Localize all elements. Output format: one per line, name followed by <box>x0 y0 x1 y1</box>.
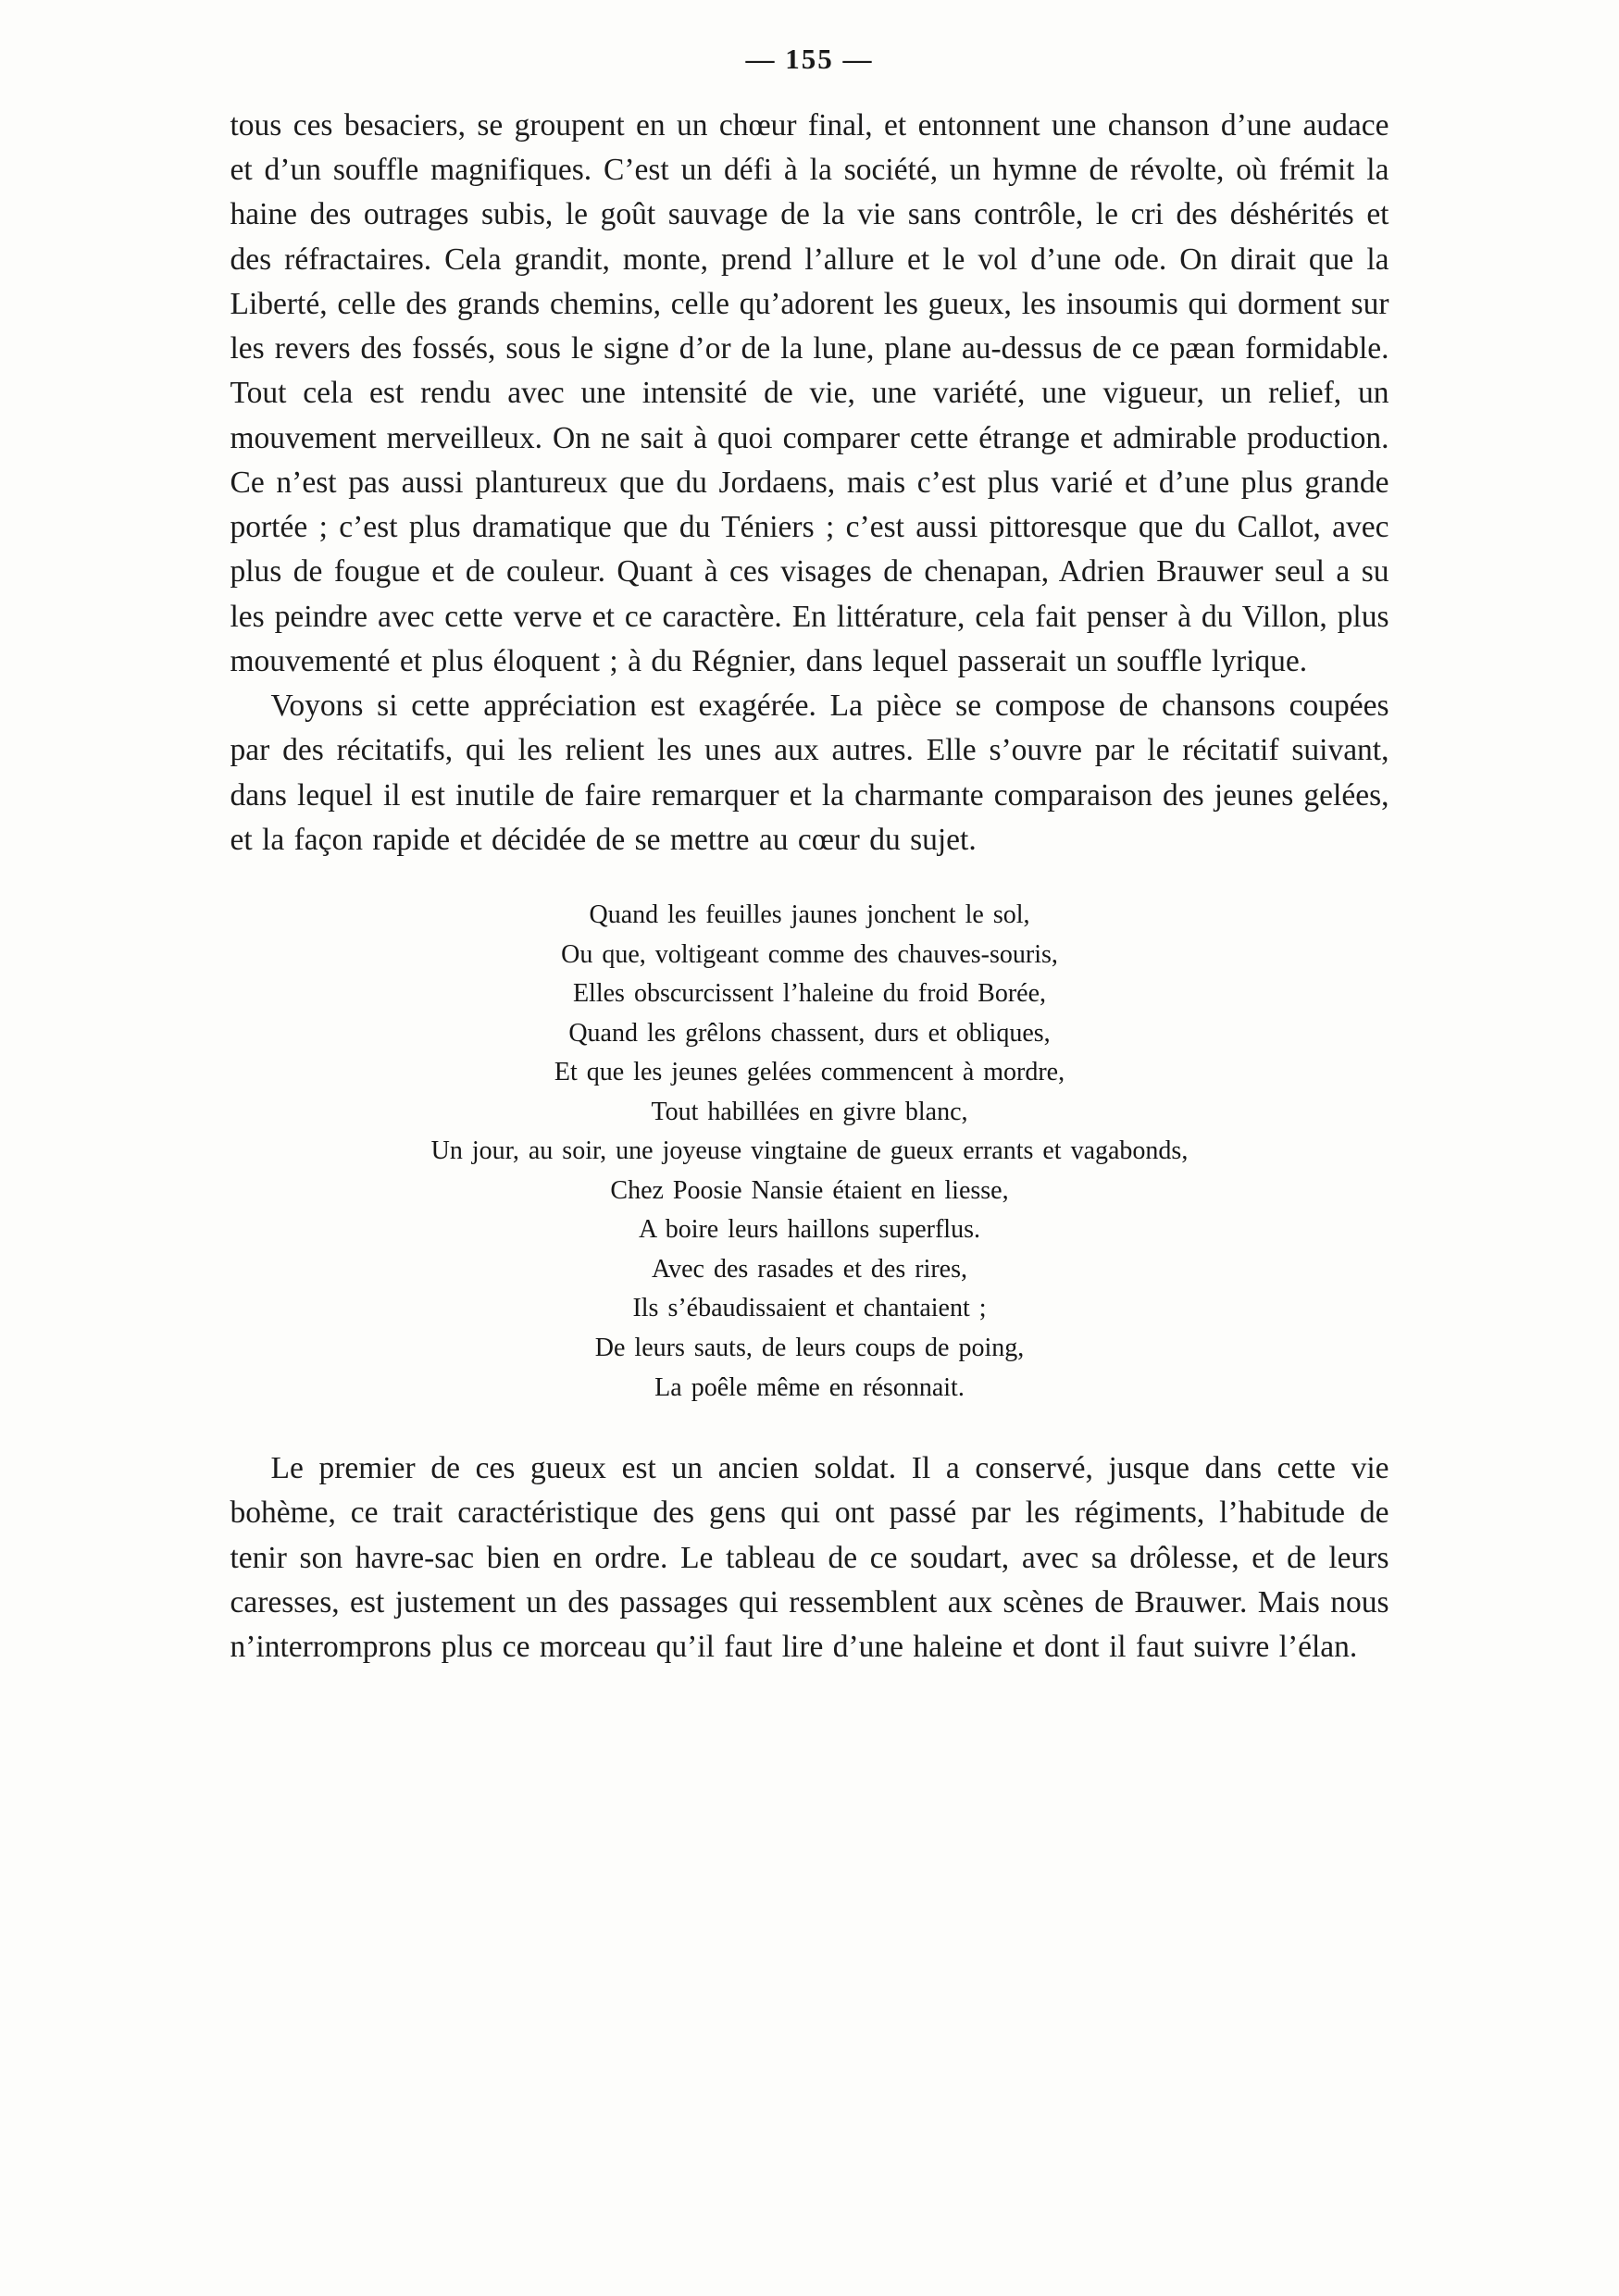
poem-line: La poêle même en résonnait. <box>654 1372 965 1402</box>
poem-line: De leurs sauts, de leurs coups de poing, <box>594 1334 1025 1362</box>
poem-line: Quand les grêlons chassent, durs et obliques, <box>568 1018 1051 1048</box>
poem-line: Quand les feuilles jaunes jonchent le sol, <box>589 900 1030 929</box>
poem-line: Ou que, voltigeant comme des chauves-souris, <box>561 939 1058 969</box>
poem-line: A boire leurs haillons superflus. <box>639 1215 980 1245</box>
poem-line: Avec des rasades et des rires, <box>651 1254 967 1284</box>
poem-line: Elles obscurcissent l’haleine du froid Borée, <box>572 979 1047 1009</box>
poem-line: Chez Poosie Nansie étaient en liesse, <box>610 1175 1009 1205</box>
paragraph-introduction-to-poem: Voyons si cette appréciation est exagérée. La pièce se compose de chansons coupées par des récitatifs, qui les relient les unes aux autres. Elle s’ouvre par le récitatif suivant, dans lequel il est inutile de faire remarquer et la charmante comparaison des jeunes gelées, et la façon rapide et décidée de se mettre au cœur du sujet. <box>230 689 1389 857</box>
poem-block <box>230 896 1389 1408</box>
paragraph-commentary: Le premier de ces gueux est un ancien soldat. Il a conservé, jusque dans cette vie bohème, ce trait caractéristique des gens qui ont passé par les régiments, l’habitude de tenir son havre-sac bien en ordre. Le tableau de ce soudart, avec sa drôlesse, et de leurs caresses, est justement un des passages qui ressemblent aux scènes de Brauwer. Mais nous n’interromprons plus ce morceau qu’il faut lire d’une haleine et dont il faut suivre l’élan. <box>230 1451 1389 1665</box>
text-block <box>230 104 1389 1669</box>
poem-line: Ils s’ébaudissaient et chantaient ; <box>632 1294 987 1323</box>
paragraph-continuation: tous ces besaciers, se groupent en un chœur final, et entonnent une chanson d’une audace et d’un souffle magnifiques. C’est un défi à la société, un hymne de révolte, où frémit la haine des outrages subis, le goût sauvage de la vie sans contrôle, le cri des déshérités et des réfractaires. Cela grandit, monte, prend l’allure et le vol d’une ode. On dirait que la Liberté, celle des grands chemins, celle qu’adorent les gueux, les insoumis qui dorment sur les revers des fossés, sous le signe d’or de la lune, plane au-dessus de ce pæan formidable. Tout cela est rendu avec une intensité de vie, une variété, une vigueur, un relief, un mouvement merveilleux. On ne sait à quoi comparer cette étrange et admirable production. Ce n’est pas aussi plantureux que du Jordaens, mais c’est plus varié et d’une plus grande portée ; c’est plus dramatique que du Téniers ; c’est aussi pittoresque que du Callot, avec plus de fougue et de couleur. Quant à ces visages de chenapan, Adrien Brauwer seul a su les peindre avec cette verve et ce caractère. En littérature, cela fait penser à du Villon, plus mouvementé et plus éloquent ; à du Régnier, dans lequel passerait un souffle lyrique. <box>230 108 1389 678</box>
poem-line: Un jour, au soir, une joyeuse vingtaine de gueux errants et vagabonds, <box>430 1136 1189 1166</box>
page-number: — 155 — <box>745 43 874 75</box>
poem-line: Tout habillées en givre blanc, <box>651 1097 968 1126</box>
poem-line: Et que les jeunes gelées commencent à mordre, <box>554 1058 1065 1087</box>
